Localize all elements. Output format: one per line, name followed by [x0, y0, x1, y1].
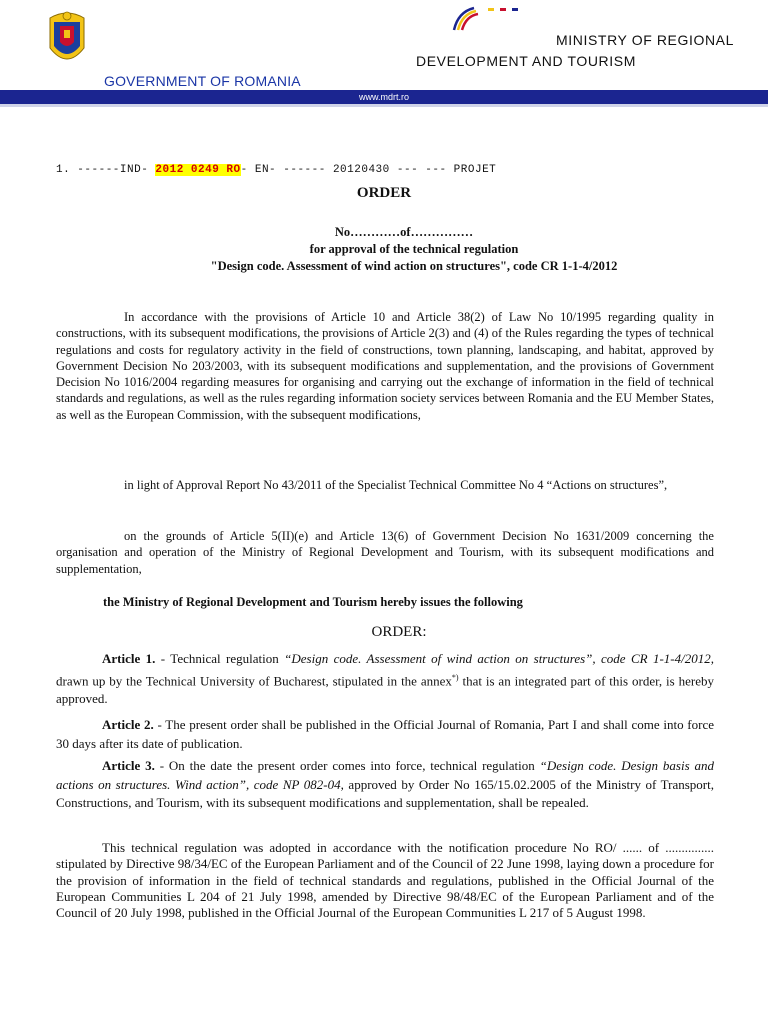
government-label: GOVERNMENT OF ROMANIA	[104, 73, 301, 89]
document-title: ORDER	[356, 185, 412, 201]
article-3: Article 3. - On the date the present order comes into force, technical regulation “Design code. Design basis and actions on structures. Wind action”, code NP 082-04, approved by Order No 165/15.02.2005 of the Ministry of Transport, Constructions, and Tourism, with its subsequent modifications and supplementation, shall be repealed.	[56, 758, 714, 810]
paragraph-legal-basis: In accordance with the provisions of Article 10 and Article 38(2) of Law No 10/1995 regarding quality in constructions, with its subsequent modifications, the provisions of Article 2(3) and (4) of the Rules regarding the types of technical regulations and costs for regulatory activity in the field of constructions, town planning, landscaping, and habitat, approved by Government Decision No 203/2003, with its subsequent modifications and supplementation, and the provisions of Government Decision No 1016/2004 regarding measures for organising and carrying out the exchange of information in the field of technical standards and regulations, as well as the rules regarding information society services between Romania and the EU Member States, as well as the European Commission, with the subsequent modifications,	[56, 310, 714, 422]
article-2: Article 2. - The present order shall be published in the Official Journal of Romania, Part I and shall come into force 30 days after its date of publication.	[56, 717, 714, 751]
order-number-line: No…………of……………	[334, 225, 474, 239]
letterhead	[0, 0, 768, 112]
regulation-title: "Design code. Assessment of wind action on structures", code CR 1-1-4/2012	[210, 259, 618, 273]
paragraph-grounds: on the grounds of Article 5(II)(e) and Article 13(6) of Government Decision No 1631/2009 concerning the organisation and operation of the Ministry of Regional Development and Tourism, with its subsequent modifications and supplementation,	[56, 529, 714, 576]
highlighted-code: 2012 0249 RO	[155, 164, 241, 176]
issuing-statement: the Ministry of Regional Development and Tourism hereby issues the following	[103, 595, 523, 609]
ministry-logo-icon	[452, 2, 532, 32]
approval-line: for approval of the technical regulation	[309, 242, 519, 256]
notification-code-line: 1. ------IND- 2012 0249 RO- EN- ------ 20120430 --- --- PROJET	[56, 164, 497, 176]
paragraph-approval-report: in light of Approval Report No 43/2011 of the Specialist Technical Committee No 4 “Actions on structures”,	[124, 478, 668, 492]
paragraph-notification-procedure: This technical regulation was adopted in accordance with the notification procedure No RO/ ...... of ............... stipulated by Directive 98/34/EC of the European Parliament and of the Council of 22 June 1998, laying down a procedure for the provision of information in the field of technical standards and regulations, published in the Official Journal of the European Communities L 204 of 21 July 1998, amended by Directive 98/48/EC of the European Parliament and of the Council of 20 July 1998, published in the Official Journal of the European Communities L 217 of 5 August 1998.	[56, 840, 714, 921]
order-heading: ORDER:	[371, 624, 427, 640]
ministry-name: MINISTRY OF REGIONAL DEVELOPMENT AND TOURISM	[416, 32, 734, 69]
coat-of-arms-icon	[46, 8, 88, 70]
website-link[interactable]: www.mdrt.ro	[358, 92, 409, 102]
article-1: Article 1. - Technical regulation “Design code. Assessment of wind action on structures”, code CR 1-1-4/2012, drawn up by the Technical University of Bucharest, stipulated in the annex*) that is an integrated part of this order, is hereby approved.	[56, 651, 714, 707]
header-band-shadow	[0, 104, 768, 107]
